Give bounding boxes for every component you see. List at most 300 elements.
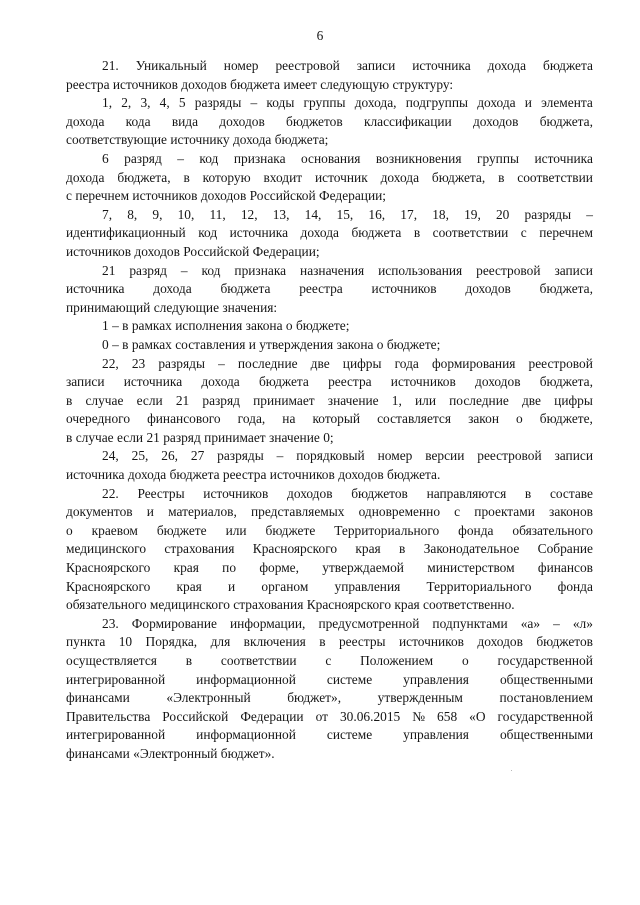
word: Положением — [360, 653, 434, 668]
word: 30.06.2015 — [339, 708, 401, 724]
word: случае — [75, 429, 114, 445]
word: 8, — [127, 206, 138, 222]
word: в — [183, 169, 190, 185]
word: – — [180, 262, 188, 278]
word: источников — [390, 374, 456, 390]
word: Собрание — [537, 541, 593, 557]
word: медицинского — [66, 541, 147, 557]
word: общественными — [499, 671, 593, 687]
word: 11, — [209, 206, 226, 222]
word: в — [122, 318, 129, 334]
word: форме, — [259, 560, 299, 576]
text-line — [66, 224, 593, 243]
word: дохода — [127, 467, 167, 483]
word: формирования — [431, 355, 516, 371]
word: 10 — [118, 634, 133, 650]
text-line — [66, 94, 593, 113]
word: очередного — [66, 411, 131, 427]
word: бюджете — [265, 522, 316, 538]
text-line — [66, 429, 593, 448]
text-line — [66, 262, 593, 281]
word: и — [228, 578, 236, 594]
word: доходов — [200, 188, 247, 204]
text-line — [66, 169, 593, 188]
text-line — [66, 522, 593, 541]
word: классификации — [363, 113, 452, 129]
word: 7, — [102, 206, 113, 222]
word: источников — [66, 243, 132, 259]
word: бюджета; — [274, 132, 329, 148]
word: дохода — [380, 169, 420, 185]
word: реестровой — [476, 262, 541, 278]
word: 18, — [432, 206, 449, 222]
word: дохода — [232, 132, 272, 148]
word: 0 — [102, 336, 109, 352]
word: доходов — [472, 113, 519, 129]
text-line — [66, 726, 593, 745]
word: 1, — [102, 95, 113, 111]
word: управления — [403, 727, 469, 743]
word: код — [199, 150, 219, 166]
word: разряды — [158, 355, 205, 371]
word: Федерации — [240, 708, 304, 724]
word: Российской — [249, 188, 316, 204]
text-line — [66, 280, 593, 299]
word: предусмотренной — [318, 615, 420, 631]
word: элемента — [541, 95, 593, 111]
text-line — [66, 559, 593, 578]
word: дохода — [300, 225, 339, 241]
word: назначения — [300, 262, 365, 278]
word: 25, — [131, 448, 149, 464]
word: Федерации; — [319, 188, 386, 204]
text-line — [66, 243, 593, 262]
word: две — [521, 392, 541, 408]
word: бюджетов — [351, 485, 408, 501]
word: постановлением — [499, 690, 593, 706]
word: принимает — [253, 392, 315, 408]
word: 0; — [323, 429, 334, 445]
word: Порядка, — [145, 634, 198, 650]
word: разряд — [129, 262, 167, 278]
scan-speck — [511, 770, 512, 771]
word: закона — [336, 336, 374, 352]
word: разряды — [217, 448, 264, 464]
word: края — [394, 597, 420, 613]
word: бюджета — [220, 281, 271, 297]
word: разряд — [124, 150, 162, 166]
word: источнику — [170, 132, 230, 148]
text-line — [66, 355, 593, 374]
word: с — [66, 188, 72, 204]
word: Формирование — [131, 615, 217, 631]
word: последние — [237, 355, 298, 371]
word: о — [66, 522, 73, 538]
word: утвержденным — [377, 690, 463, 706]
text-line — [66, 745, 593, 764]
word: бюджета — [169, 467, 220, 483]
text-line — [66, 615, 593, 634]
word: интегрированной — [66, 671, 166, 687]
text-line — [66, 503, 593, 522]
word: если — [117, 429, 144, 445]
word: записи — [356, 58, 396, 73]
word: информации, — [230, 615, 306, 631]
word: проектами — [474, 504, 535, 520]
word: фонда — [458, 522, 494, 538]
word: края — [176, 578, 202, 594]
word: реестра — [299, 281, 343, 297]
word: если — [136, 392, 163, 408]
word: использования — [378, 262, 463, 278]
word: Красноярского — [66, 578, 151, 594]
word: источников — [371, 281, 437, 297]
word: направляются — [426, 485, 507, 501]
word: бюджете; — [386, 336, 441, 352]
word: страхования — [164, 541, 235, 557]
text-line — [66, 671, 593, 690]
word: 10, — [177, 206, 195, 222]
word: бюджете — [156, 522, 207, 538]
word: реестры — [338, 634, 386, 650]
word: порядковый — [296, 448, 365, 464]
word: цифры — [342, 355, 382, 371]
word: составе — [549, 485, 593, 501]
word: Территориального — [426, 578, 532, 594]
word: утверждения — [259, 336, 334, 352]
word: кода — [125, 113, 151, 129]
word: источника — [123, 374, 183, 390]
text-line — [66, 76, 593, 95]
word: или — [225, 522, 247, 538]
word: и — [248, 336, 256, 352]
word: и — [524, 95, 532, 111]
word: доходов — [465, 281, 511, 297]
word: Уникальный — [135, 58, 207, 73]
word: основания — [301, 150, 361, 166]
word: бюджета, — [539, 374, 593, 390]
word: Российской — [183, 243, 250, 259]
word: источников — [269, 467, 335, 483]
word: информационной — [196, 727, 296, 743]
word: финансов — [537, 560, 593, 576]
word: значение — [327, 392, 379, 408]
word: бюджета, — [117, 169, 171, 185]
text-line — [66, 150, 593, 169]
word: – — [177, 150, 184, 166]
word: представляемых — [251, 504, 345, 520]
text-line — [66, 578, 593, 597]
word: дохода — [66, 169, 105, 185]
word: источника — [412, 58, 471, 73]
word: 12, — [240, 206, 258, 222]
word: дохода — [66, 113, 105, 129]
word: 24, — [102, 448, 119, 464]
word: года — [394, 355, 419, 371]
word: Красноярского — [252, 541, 338, 557]
word: реестра — [66, 76, 110, 92]
word: соответствии — [517, 169, 593, 185]
word: дохода — [487, 58, 527, 73]
word: Красноярского — [306, 597, 392, 613]
word: случае — [85, 392, 124, 408]
word: пункта — [66, 634, 106, 650]
word: который — [312, 411, 361, 427]
word: «Электронный — [166, 690, 251, 706]
word: идентификационный — [66, 225, 186, 241]
word: одновременно — [358, 504, 441, 520]
word: реестра — [328, 374, 372, 390]
text-line — [66, 596, 593, 615]
word: 17, — [400, 206, 418, 222]
word: бюджет», — [287, 690, 342, 706]
word: по — [222, 560, 237, 576]
word: бюджета — [230, 76, 281, 92]
word: доходов — [181, 76, 227, 92]
word: – — [553, 615, 560, 631]
word: финансами — [66, 690, 130, 706]
word: – — [276, 448, 284, 464]
word: принимающий — [66, 299, 151, 315]
word: Реестры — [137, 485, 185, 501]
word: законов — [549, 504, 593, 520]
word: утверждаемой — [322, 560, 404, 576]
text-line — [66, 131, 593, 150]
word: разряд — [202, 392, 240, 408]
word: от — [315, 708, 328, 724]
word: в — [319, 634, 326, 650]
word: доходов — [219, 113, 265, 129]
word: – — [112, 318, 119, 334]
word: 21. — [102, 58, 119, 73]
word: в — [185, 653, 193, 668]
text-line — [66, 466, 593, 485]
word: значение — [269, 429, 320, 445]
word: принимает — [204, 429, 266, 445]
word: дохода, — [354, 95, 397, 111]
word: дохода — [477, 95, 516, 111]
word: группы — [476, 150, 520, 166]
word: источника — [229, 225, 289, 241]
text-line — [66, 447, 593, 466]
word: бюджетов — [536, 634, 593, 650]
word: 21 — [102, 262, 116, 278]
word: записи — [554, 262, 593, 278]
word: следующую — [320, 76, 390, 92]
word: бюджет». — [220, 745, 275, 761]
word: соответствующие — [66, 132, 167, 148]
word: соответствии — [432, 225, 509, 241]
document-body — [66, 57, 593, 764]
word: перечнем — [75, 188, 130, 204]
word: 9, — [152, 206, 163, 222]
word: 26, — [161, 448, 178, 464]
word: 23 — [131, 355, 146, 371]
word: материалов, — [168, 504, 237, 520]
word: бюджете, — [539, 411, 593, 427]
word: системе — [326, 671, 373, 687]
word: которую — [202, 169, 251, 185]
word: Федерации; — [252, 243, 320, 259]
word: реестровой — [528, 355, 593, 371]
word: 23. — [102, 615, 119, 631]
text-line — [66, 392, 593, 411]
word: бюджета — [258, 374, 309, 390]
word: страхования — [233, 597, 304, 613]
word: финансами — [66, 745, 130, 761]
word: медицинского — [149, 597, 230, 613]
word: структуру: — [392, 76, 454, 92]
word: реестровой — [275, 58, 340, 73]
word: – — [112, 336, 119, 352]
word: доходов — [475, 374, 521, 390]
word: 658 — [437, 708, 458, 724]
word: в — [498, 169, 505, 185]
word: управления — [334, 578, 401, 594]
word: 1, — [391, 392, 402, 408]
word: доходов — [338, 467, 384, 483]
word: «Электронный — [133, 745, 218, 761]
word: код — [198, 225, 218, 241]
word: входит — [263, 169, 303, 185]
word: рамках — [131, 318, 172, 334]
word: группы — [303, 95, 346, 111]
word: общественными — [499, 727, 593, 743]
text-line — [66, 336, 593, 355]
word: составления — [175, 336, 246, 352]
word: обязательного — [512, 522, 593, 538]
word: подпунктами — [432, 615, 508, 631]
word: государственной — [497, 708, 593, 724]
word: источника — [66, 467, 125, 483]
word: бюджета — [351, 225, 402, 241]
word: доходов — [477, 634, 523, 650]
word: бюджета — [543, 58, 593, 73]
word: в — [413, 225, 421, 241]
word: осуществляется — [66, 653, 157, 668]
word: 3, — [140, 95, 151, 111]
word: в — [399, 541, 406, 557]
word: соответствии — [220, 653, 297, 668]
word: 27 — [190, 448, 205, 464]
word: «а» — [520, 615, 541, 631]
word: дохода — [201, 374, 240, 390]
word: исполнения — [175, 318, 243, 334]
word: две — [310, 355, 330, 371]
word: источников — [112, 76, 178, 92]
word: записи — [554, 448, 593, 464]
word: о — [516, 411, 523, 427]
word: управления — [403, 671, 469, 687]
word: и — [146, 504, 154, 520]
word: записи — [66, 374, 105, 390]
word: возникновения — [375, 150, 462, 166]
word: о — [461, 653, 469, 668]
word: края — [173, 560, 199, 576]
word: – — [586, 206, 593, 222]
word: бюджете; — [295, 318, 350, 334]
word: источников — [203, 485, 269, 501]
word: версии — [425, 448, 465, 464]
text-line — [66, 317, 593, 336]
word: Правительства — [66, 708, 151, 724]
word: код — [201, 262, 221, 278]
word: Территориального — [334, 522, 440, 538]
word: источников — [132, 188, 198, 204]
word: признака — [234, 262, 287, 278]
word: обязательного — [66, 597, 147, 613]
word: края — [355, 541, 381, 557]
word: бюджета. — [387, 467, 441, 483]
word: бюджета, — [539, 281, 593, 297]
word: 16, — [368, 206, 386, 222]
text-line — [66, 113, 593, 132]
text-line — [66, 187, 593, 206]
word: в — [66, 429, 73, 445]
word: системе — [326, 727, 373, 743]
word: бюджетов — [286, 113, 343, 129]
text-line — [66, 206, 593, 225]
word: Красноярского — [66, 560, 151, 576]
text-line — [66, 652, 593, 671]
word: закон — [468, 411, 499, 427]
word: рамках — [131, 336, 172, 352]
text-line — [66, 708, 593, 727]
word: – — [218, 355, 225, 371]
word: на — [282, 411, 296, 427]
word: цифры — [554, 392, 593, 408]
text-line — [66, 410, 593, 429]
word: 15, — [336, 206, 354, 222]
word: доходов — [134, 243, 180, 259]
word: интегрированной — [66, 727, 166, 743]
word: «л» — [572, 615, 593, 631]
word: признака — [233, 150, 286, 166]
word: значения: — [222, 299, 278, 315]
word: 6 — [102, 150, 109, 166]
word: перечнем — [539, 225, 593, 241]
word: дохода — [153, 281, 192, 297]
word: 14, — [304, 206, 322, 222]
word: 19, — [464, 206, 481, 222]
word: номер — [223, 58, 259, 73]
text-line — [66, 540, 593, 559]
text-line — [66, 633, 593, 652]
word: источника — [66, 281, 125, 297]
word: 20 — [495, 206, 510, 222]
word: доходов — [287, 485, 333, 501]
word: 22, — [102, 355, 119, 371]
word: краевом — [91, 522, 138, 538]
word: соответственно. — [423, 597, 515, 613]
word: разряд — [163, 429, 201, 445]
word: источник — [315, 169, 368, 185]
word: реестровой — [477, 448, 542, 464]
word: следующие — [153, 299, 220, 315]
word: 2, — [121, 95, 132, 111]
text-line — [66, 485, 593, 504]
word: реестра — [222, 467, 267, 483]
word: в — [66, 392, 73, 408]
word: для — [210, 634, 231, 650]
text-line — [66, 299, 593, 318]
word: включения — [243, 634, 306, 650]
page-number: 6 — [316, 28, 324, 43]
word: «О — [469, 708, 486, 724]
word: бюджета, — [539, 113, 593, 129]
word: финансового — [147, 411, 221, 427]
word: бюджета, — [431, 169, 486, 185]
